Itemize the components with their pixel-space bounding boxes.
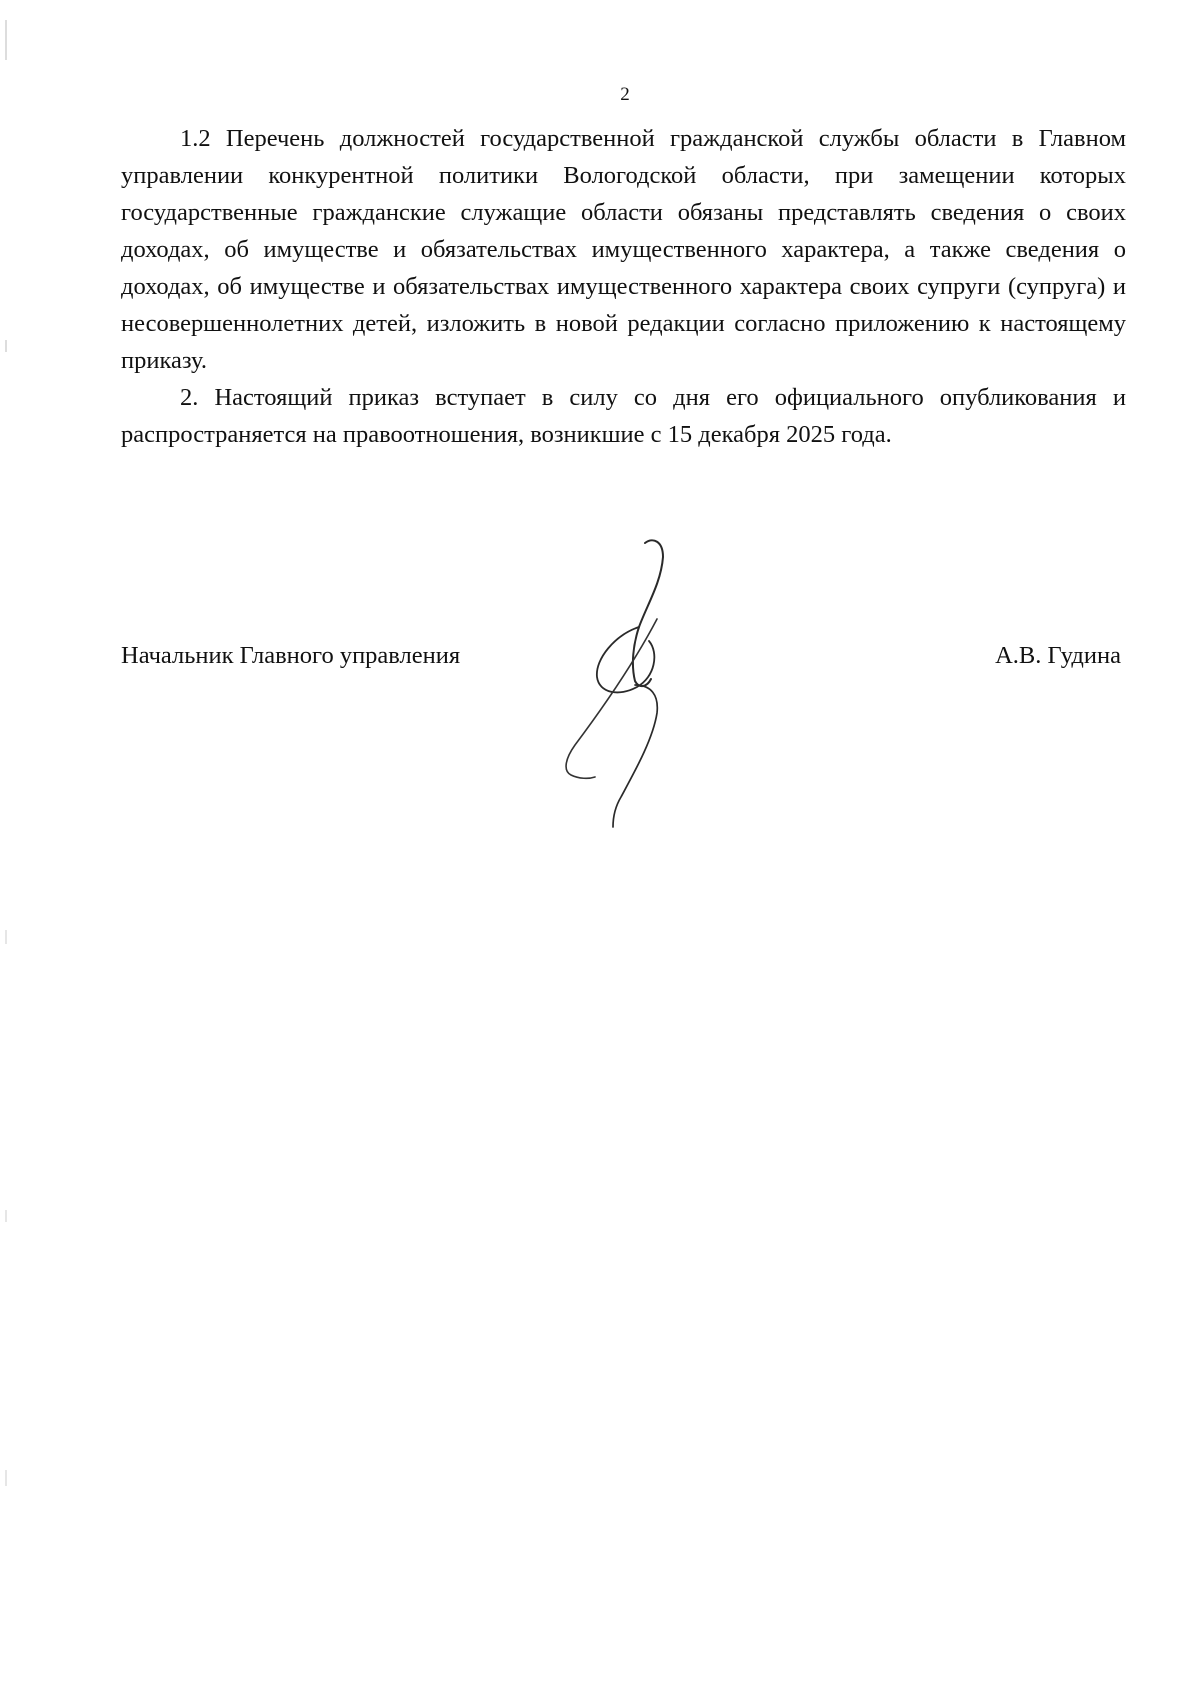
page-number: 2 [620, 84, 630, 105]
signature-stroke-loop [633, 540, 663, 686]
signer-name: А.В. Гудина [995, 642, 1121, 669]
signature-stroke-oval [597, 627, 654, 692]
handwritten-signature [555, 535, 745, 835]
document-body [121, 120, 1126, 453]
paragraph-2: 2. Настоящий приказ вступает в силу со дня его официального опубликования и распространяется на правоотношения, возникшие с 15 декабря 2025 года. [121, 384, 1126, 448]
signature-stroke-tail [613, 685, 657, 827]
signer-position: Начальник Главного управления [121, 642, 461, 669]
paragraph-1-2: 1.2 Перечень должностей государственной гражданской службы области в Главном управлении конкурентной политики Вологодской области, при замещении которых государственные гражданские служащие области обязаны представлять сведения о своих доходах, об имуществе и обязательствах имущественного характера, а также сведения о доходах, об имуществе и обязательствах имущественного характера своих супруги (супруга) и несовершеннолетних детей, изложить в новой редакции согласно приложению к настоящему приказу. [121, 125, 1126, 374]
scan-edge-marks [4, 0, 8, 1695]
